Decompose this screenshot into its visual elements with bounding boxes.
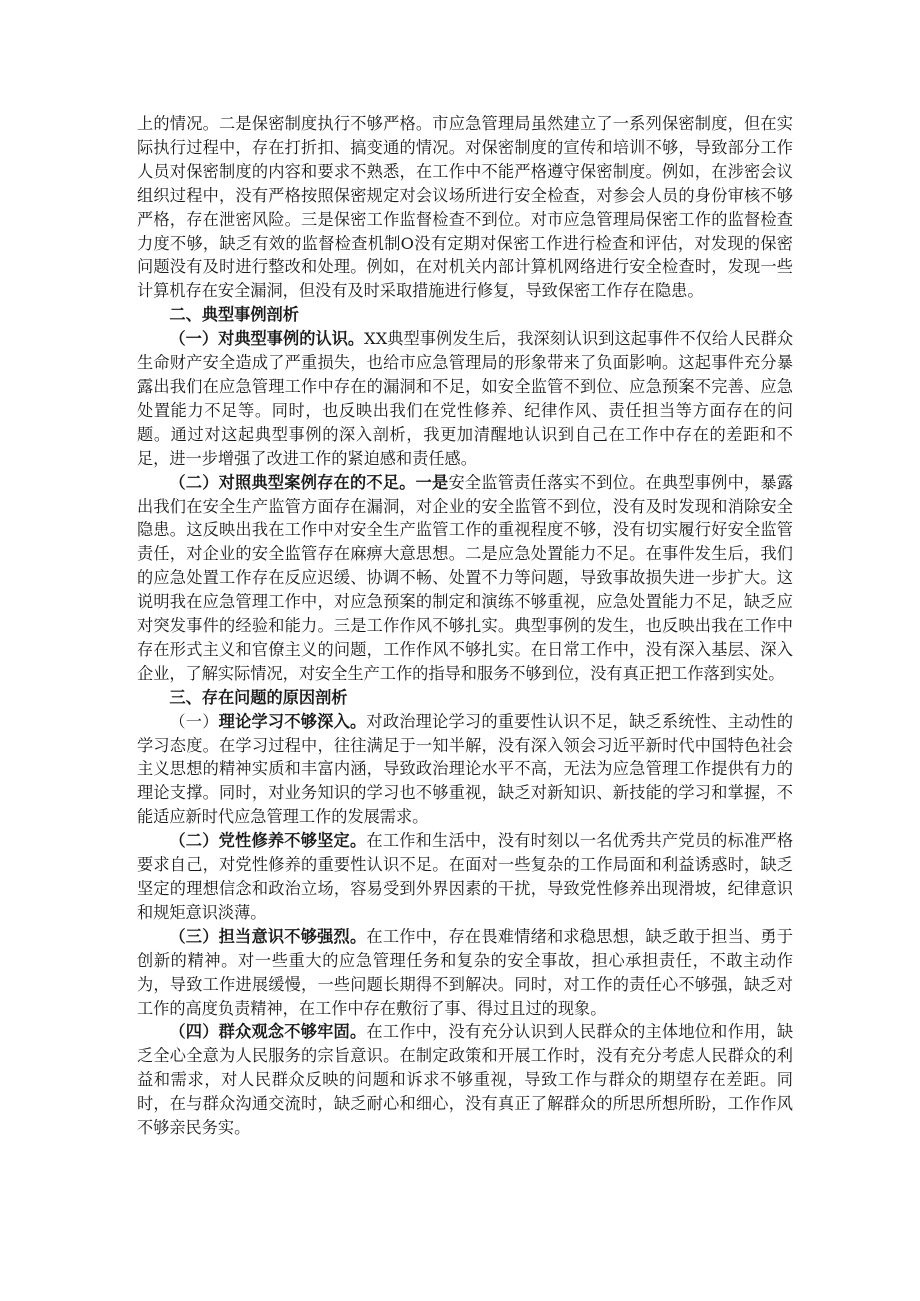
- section-heading-typical-cases: 二、典型事例剖析: [169, 305, 299, 325]
- subheading-understanding-case: （一）对典型事例的认识。: [169, 329, 365, 349]
- text-mass-line: 在工作中，没有充分认识到人民群众的主体地位和作用，缺乏全心全意为人民服务的宗旨意识。在制定政策和开展工作时，没有充分考虑人民群众的利益和需求，对人民群众反映的问题和诉求不够重视，导致工作与群众的期望存在差距。同时，在与群众沟通交流时，缺乏耐心和细心，没有真正了解群众的所思所想所盼，工作作风不够亲民务实。: [137, 1022, 794, 1138]
- paragraph-shortcomings: [137, 471, 793, 686]
- text-responsibility: 在工作中，存在畏难情绪和求稳思想，缺乏敢于担当、勇于创新的精神。对一些重大的应急管理任务和复杂的安全事故，担心承担责任，不敢主动作为，导致工作进展缓慢，一些问题长期得不到解决。同时，对工作的责任心不够强，缺乏对工作的高度负责精神，在工作中存在敷衍了事、得过且过的现象。: [137, 926, 794, 1018]
- paragraph-confidentiality: 上的情况。二是保密制度执行不够严格。市应急管理局虽然建立了一系列保密制度，但在实际执行过程中，存在打折扣、搞变通的情况。对保密制度的宣传和培训不够，导致部分工作人员对保密制度的内容和要求不熟悉，在工作中不能严格遵守保密制度。例如，在涉密会议组织过程中，没有严格按照保密规定对会议场所进行安全检查，对参会人员的身份审核不够严格，存在泄密风险。三是保密工作监督检查不到位。对市应急管理局保密工作的监督检查力度不够，缺乏有效的监督检查机制O没有定期对保密工作进行检查和评估，对发现的保密问题没有及时进行整改和处理。例如，在对机关内部计算机网络进行安全检查时，发现一些计算机存在安全漏洞，但没有及时采取措施进行修复，导致保密工作存在隐患。: [137, 114, 793, 301]
- subheading-party-spirit: （二）党性修养不够坚定。: [169, 831, 367, 851]
- section-heading-root-causes: 三、存在问题的原因剖析: [169, 687, 348, 707]
- paragraph-understanding-case: [137, 327, 793, 470]
- subheading-shortcomings: （二）对照典型案例存在的不足。一是: [169, 472, 449, 492]
- text-party-spirit: 在工作和生活中，没有时刻以一名优秀共产党员的标准严格要求自己，对党性修养的重要性认识不足。在面对一些复杂的工作局面和利益诱惑时，缺乏坚定的理想信念和政治立场，容易受到外界因素的干扰，导致党性修养出现滑坡，纪律意识和规矩意识淡薄。: [137, 831, 794, 922]
- subheading-mass-line: （四）群众观念不够牢固。: [169, 1022, 367, 1042]
- subheading-responsibility: （三）担当意识不够强烈。: [169, 926, 367, 946]
- text-theory-study: 对政治理论学习的重要性认识不足，缺乏系统性、主动性的学习态度。在学习过程中，往往满足于一知半解，没有深入领会习近平新时代中国特色社会主义思想的精神实质和丰富内涵，导致政治理论水平不高，无法为应急管理工作提供有力的理论支撑。同时，对业务知识的学习也不够重视，缺乏对新知识、新技能的学习和掌握，不能适应新时代应急管理工作的发展需求。: [137, 711, 794, 827]
- text-shortcomings: 安全监管责任落实不到位。在典型事例中，暴露出我们在安全生产监管方面存在漏洞，对企业的安全监管不到位，没有及时发现和消除安全隐患。这反映出我在工作中对安全生产监管工作的重视程度不够，没有切实履行好安全监管责任，对企业的安全监管存在麻痹大意思想。二是应急处置能力不足。在事件发生后，我们的应急处置工作存在反应迟缓、协调不畅、处置不力等问题，导致事故损失进一步扩大。这说明我在应急管理工作中，对应急预案的制定和演练不够重视，应急处置能力不足，缺乏应对突发事件的经验和能力。三是工作作风不够扎实。典型事例的发生，也反映出我在工作中存在形式主义和官僚主义的问题，工作作风不够扎实。在日常工作中，没有深入基层、深入企业，了解实际情况，对安全生产工作的指导和服务不够到位，没有真正把工作落到实处。: [137, 472, 794, 683]
- paragraph-mass-line: [137, 1020, 793, 1140]
- text-understanding-case: XX典型事例发生后，我深刻认识到这起事件不仅给人民群众生命财产安全造成了严重损失，也给市应急管理局的形象带来了负面影响。这起事件充分暴露出我们在应急管理工作中存在的漏洞和不足，如安全监管不到位、应急预案不完善、应急处置能力不足等。同时，也反映出我们在党性修养、纪律作风、责任担当等方面存在的问题。通过对这起典型事例的深入剖析，我更加清醒地认识到自己在工作中存在的差距和不足，进一步增强了改进工作的紧迫感和责任感。: [137, 329, 794, 468]
- subheading-theory-study: 理论学习不够深入。: [218, 711, 367, 731]
- paragraph-responsibility: [137, 925, 793, 1021]
- paragraph-theory-study: [137, 710, 793, 830]
- number-theory-study: （一）: [169, 711, 219, 731]
- paragraph-party-spirit: [137, 829, 793, 925]
- document-page: [137, 112, 793, 1140]
